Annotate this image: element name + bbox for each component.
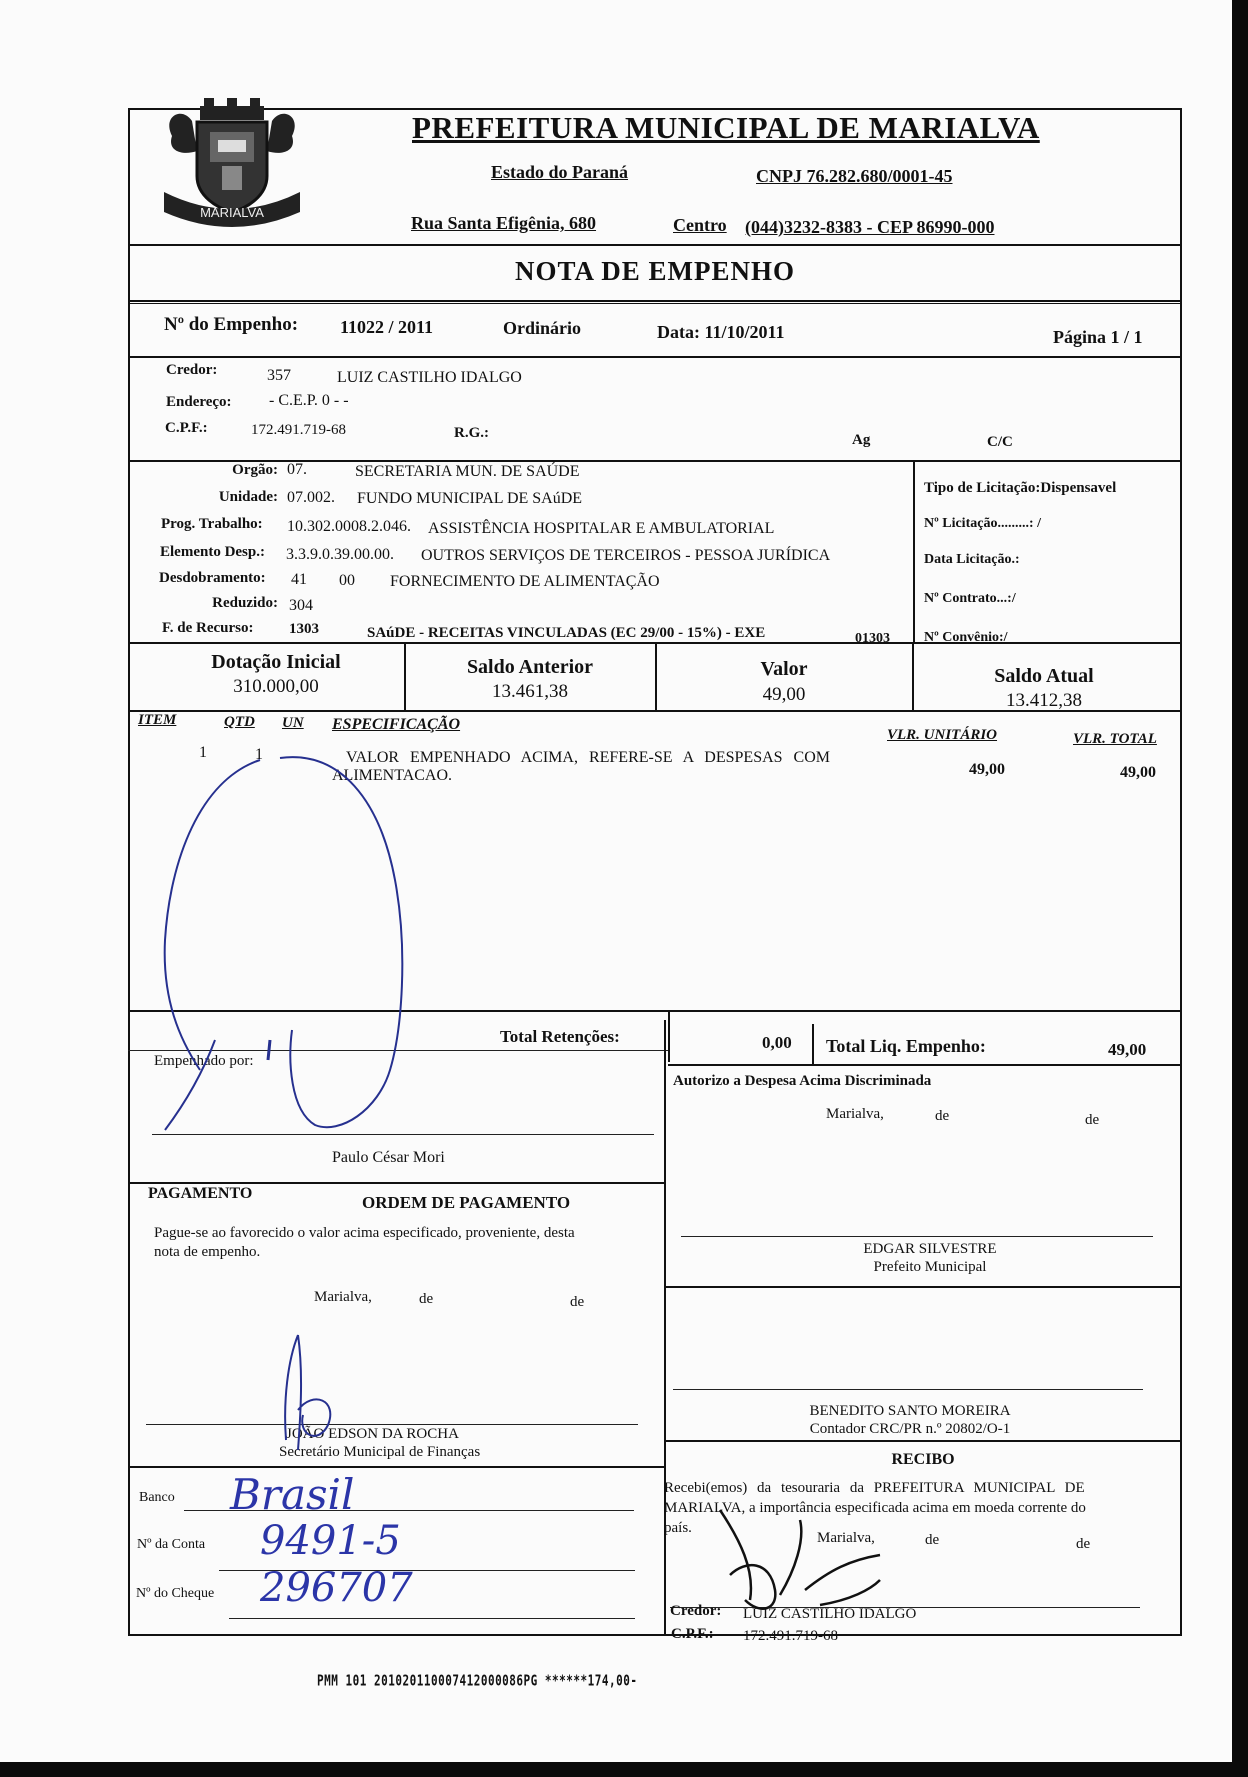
crest-motto: MARIALVA: [200, 205, 264, 220]
empenho-label: Nº do Empenho:: [164, 314, 299, 335]
contador-signature-line: [673, 1389, 1143, 1390]
header-district: Centro: [673, 215, 727, 235]
cheque-line[interactable]: [229, 1618, 635, 1619]
credor-label: Credor:: [166, 362, 218, 378]
contador-divider: [664, 1440, 1182, 1442]
recibo-text-line-1: Recebi(emos) da tesouraria da PREFEITURA MUNICIPAL DE: [664, 1480, 1085, 1496]
secretario-role: Secretário Municipal de Finanças: [279, 1444, 481, 1460]
desdobramento-value-2: 00: [339, 572, 355, 589]
document-title: NOTA DE EMPENHO: [514, 256, 796, 286]
item-header: ITEM: [138, 712, 177, 728]
pagamento-de-2: de: [570, 1294, 585, 1310]
cheque-value: 296707: [260, 1565, 413, 1611]
liquido-label: Total Liq. Empenho:: [826, 1036, 986, 1056]
recurso-value: 1303: [289, 621, 319, 637]
valor-value: 49,00: [762, 684, 806, 705]
autorizo-de-1: de: [935, 1108, 950, 1124]
endereco-value: - C.E.P. 0 - -: [269, 392, 349, 409]
totals-divider-1: [668, 1010, 670, 1062]
valor-label: Valor: [760, 658, 808, 680]
pagamento-city: Marialva,: [314, 1289, 372, 1305]
elemento-value: 3.3.9.0.39.00.00.: [286, 546, 394, 563]
tipo-licitacao: Tipo de Licitação:Dispensavel: [924, 480, 1117, 496]
recibo-cpf-label: C.P.F.:: [671, 1626, 714, 1642]
pague-text-line-2: nota de empenho.: [154, 1244, 261, 1260]
credor-name: LUIZ CASTILHO IDALGO: [337, 369, 522, 386]
retencoes-value: 0,00: [762, 1033, 792, 1052]
recurso-code: 01303: [855, 631, 890, 646]
conta-value: 9491-5: [260, 1518, 401, 1564]
secretario-name: JOÃO EDSON DA ROCHA: [286, 1426, 459, 1442]
desdobramento-label: Desdobramento:: [159, 570, 266, 586]
item-total-value: 49,00: [1120, 764, 1156, 781]
retencoes-label: Total Retenções:: [500, 1027, 620, 1046]
prefeito-name: EDGAR SILVESTRE: [863, 1241, 997, 1257]
credor-signature: [700, 1500, 900, 1620]
header-address: Rua Santa Efigênia, 680: [411, 213, 597, 233]
lower-vertical-divider: [664, 1020, 666, 1636]
item-description-line-1: VALOR EMPENHADO ACIMA, REFERE-SE A DESPESAS COM: [346, 749, 830, 766]
unidade-label: Unidade:: [218, 489, 278, 505]
numero-licitacao: Nº Licitação.........: /: [924, 516, 1041, 531]
autorizo-text: Autorizo a Despesa Acima Discriminada: [673, 1073, 932, 1089]
prefeito-divider: [664, 1286, 1182, 1288]
header-divider: [128, 244, 1182, 246]
recibo-city: Marialva,: [817, 1530, 875, 1546]
desdobramento-name: FORNECIMENTO DE ALIMENTAÇÃO: [390, 573, 660, 590]
secretario-signature-line: [146, 1424, 638, 1425]
totals-divider-bottom-right: [668, 1064, 1182, 1066]
saldo-anterior-value: 13.461,38: [492, 681, 568, 702]
especificacao-header: ESPECIFICAÇÃO: [332, 716, 461, 733]
balances-divider: [128, 710, 1182, 712]
recibo-text-line-3: país.: [664, 1520, 692, 1536]
conta-label: Nº da Conta: [137, 1537, 206, 1552]
empenho-type: Ordinário: [503, 318, 582, 338]
prog-trabalho-value: 10.302.0008.2.046.: [287, 518, 411, 535]
reduzido-label: Reduzido:: [212, 595, 278, 611]
autorizo-de-2: de: [1085, 1112, 1100, 1128]
desdobramento-value-1: 41: [291, 571, 307, 588]
pague-text-line-1: Pague-se ao favorecido o valor acima especificado, proveniente, desta: [154, 1225, 575, 1241]
saldo-atual-label: Saldo Atual: [994, 665, 1094, 687]
recibo-cpf-value: 172.491.719-68: [743, 1628, 838, 1644]
cc-label: C/C: [987, 434, 1013, 450]
header-state: Estado do Paraná: [491, 162, 629, 182]
prefeito-role: Prefeito Municipal: [873, 1259, 987, 1275]
cpf-label: C.P.F.:: [165, 420, 208, 436]
item-number: 1: [199, 744, 207, 761]
ordem-pagamento-label: ORDEM DE PAGAMENTO: [362, 1193, 571, 1212]
empenhado-label: Empenhado por:: [154, 1053, 254, 1069]
orgao-label: Orgão:: [232, 462, 278, 478]
autorizo-city: Marialva,: [826, 1106, 884, 1122]
totals-divider-2: [812, 1024, 814, 1064]
item-qtd: 1: [255, 746, 263, 763]
secretario-signature: [268, 1330, 388, 1470]
qtd-header: QTD: [224, 714, 255, 730]
cpf-value: 172.491.719-68: [251, 422, 346, 438]
footer-code: PMM 101 201020110007412000086PG ******174,00-: [317, 1671, 638, 1690]
prog-trabalho-label: Prog. Trabalho:: [161, 516, 263, 532]
elemento-name: OUTROS SERVIÇOS DE TERCEIROS - PESSOA JURÍDICA: [421, 547, 831, 564]
recurso-name: SAúDE - RECEITAS VINCULADAS (EC 29/00 - 15%) - EXE: [367, 625, 766, 641]
recibo-de-2: de: [1076, 1536, 1091, 1552]
banco-value: Brasil: [230, 1470, 355, 1519]
saldo-atual-value: 13.412,38: [1006, 690, 1082, 711]
recibo-title: RECIBO: [891, 1451, 955, 1468]
contador-role: Contador CRC/PR n.º 20802/O-1: [809, 1421, 1011, 1437]
contador-name: BENEDITO SANTO MOREIRA: [809, 1403, 1011, 1419]
ag-label: Ag: [852, 432, 871, 448]
scan-edge-right: [1232, 0, 1248, 1777]
empenhado-name: Paulo César Mori: [332, 1149, 445, 1166]
item-description-line-2: ALIMENTACAO.: [332, 767, 453, 784]
vlr-unitario-header: VLR. UNITÁRIO: [887, 727, 998, 743]
empenhado-signature: [140, 740, 470, 1160]
vlr-total-header: VLR. TOTAL: [1073, 731, 1157, 747]
title-divider-2: [128, 303, 1182, 304]
pagamento-de-1: de: [419, 1291, 434, 1307]
orgao-name: SECRETARIA MUN. DE SAÚDE: [355, 463, 580, 480]
recibo-de-1: de: [925, 1532, 940, 1548]
header-title: PREFEITURA MUNICIPAL DE MARIALVA: [412, 110, 1040, 145]
numero-convenio: Nº Convênio:/: [924, 630, 1008, 645]
cheque-label: Nº do Cheque: [136, 1586, 215, 1601]
pagamento-label: PAGAMENTO: [148, 1185, 253, 1202]
credor-code: 357: [267, 367, 291, 384]
recurso-label: F. de Recurso:: [162, 620, 254, 636]
orgao-value: 07.: [287, 461, 307, 478]
recibo-credor-label: Credor:: [670, 1603, 722, 1619]
unidade-name: FUNDO MUNICIPAL DE SAúDE: [357, 490, 583, 507]
data-licitacao: Data Licitação.:: [924, 552, 1020, 567]
info-divider: [128, 356, 1182, 358]
header-cnpj: CNPJ 76.282.680/0001-45: [756, 166, 953, 186]
municipal-crest-icon: [152, 96, 312, 246]
item-unit-value: 49,00: [969, 761, 1005, 778]
prefeito-signature-line: [681, 1236, 1153, 1237]
saldo-anterior-label: Saldo Anterior: [466, 656, 594, 678]
banco-label: Banco: [139, 1490, 175, 1505]
dotacao-label: Dotação Inicial: [211, 651, 341, 673]
recibo-credor-value: LUIZ CASTILHO IDALGO: [743, 1606, 917, 1622]
un-header: UN: [282, 715, 304, 731]
reduzido-value: 304: [289, 597, 313, 614]
numero-contrato: Nº Contrato...:/: [924, 591, 1016, 606]
unidade-value: 07.002.: [287, 489, 335, 506]
recibo-text-line-2: MARIALVA, a importância especificada acima em moeda corrente do: [664, 1500, 1086, 1516]
empenho-number: 11022 / 2011: [340, 317, 434, 337]
dotacao-value: 310.000,00: [233, 676, 319, 697]
prog-trabalho-name: ASSISTÊNCIA HOSPITALAR E AMBULATORIAL: [428, 520, 775, 537]
liquido-value: 49,00: [1108, 1040, 1147, 1059]
empenho-date: Data: 11/10/2011: [657, 322, 785, 342]
elemento-label: Elemento Desp.:: [160, 544, 265, 560]
scan-edge-bottom: [0, 1762, 1248, 1777]
secretario-divider: [128, 1466, 664, 1468]
title-divider: [128, 300, 1182, 302]
endereco-label: Endereço:: [166, 394, 232, 410]
empenhado-divider: [128, 1182, 664, 1184]
page-indicator: Página 1 / 1: [1053, 327, 1143, 347]
header-phone-cep: (044)3232-8383 - CEP 86990-000: [745, 217, 995, 237]
rg-label: R.G.:: [454, 425, 489, 441]
budget-divider-vertical: [913, 460, 915, 642]
